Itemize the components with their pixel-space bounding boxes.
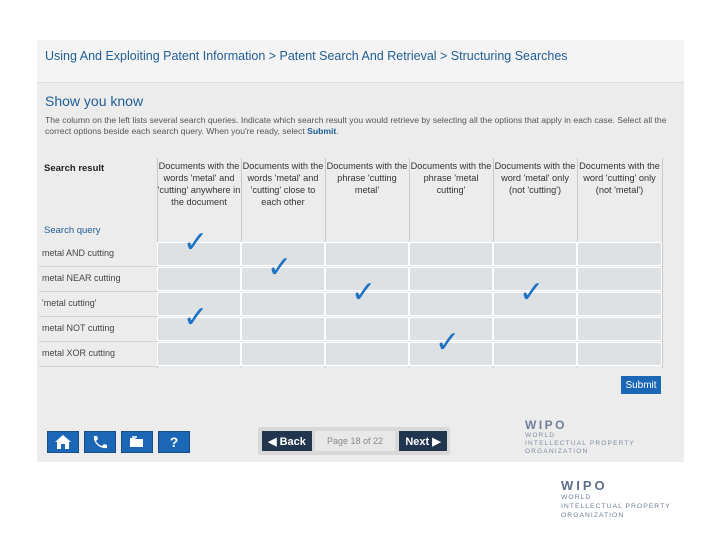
answer-cell[interactable] [325, 242, 409, 266]
pager [258, 427, 450, 455]
instructions-end: . [336, 126, 339, 136]
answer-cell[interactable] [325, 267, 409, 291]
wipo-footer-line1: WORLD [561, 494, 592, 501]
next-label: Next [405, 435, 430, 448]
column-header-1: Documents with the words 'metal' and 'cutting' anywhere in the document [157, 161, 241, 207]
wipo-logo-mark: WIPO [525, 418, 567, 432]
query-row-divider [39, 316, 157, 317]
answer-cell[interactable] [157, 242, 241, 266]
wipo-logo-line1: WORLD [525, 432, 556, 439]
answer-cell[interactable] [409, 317, 493, 341]
answer-cell[interactable] [241, 267, 325, 291]
answer-cell[interactable] [241, 342, 325, 366]
answer-cell[interactable] [157, 342, 241, 366]
answer-cell[interactable] [493, 267, 577, 291]
column-header-5: Documents with the word 'metal' only (not 'cutting') [494, 161, 576, 195]
answer-cell[interactable] [493, 242, 577, 266]
answer-cell[interactable] [493, 342, 577, 366]
phone-icon [91, 434, 109, 450]
search-result-label: Search result [44, 163, 105, 174]
page-indicator: Page 18 of 22 [315, 431, 395, 451]
breadcrumb-text: Using And Exploiting Patent Information > Patent Search And Retrieval > Structuring Searches [45, 49, 568, 63]
answer-cell[interactable] [493, 292, 577, 316]
answer-cell[interactable] [325, 342, 409, 366]
grid-column-divider [662, 158, 663, 368]
wipo-logo-line2: INTELLECTUAL PROPERTY [525, 440, 636, 447]
answer-cell[interactable] [577, 317, 662, 341]
folder-icon [128, 434, 146, 450]
instructions [45, 115, 675, 137]
resources-button[interactable] [121, 431, 153, 453]
wipo-footer-line2: INTELLECTUAL PROPERTY [561, 503, 671, 510]
answer-cell[interactable] [409, 342, 493, 366]
checkmark-icon: ✓ [519, 276, 545, 309]
answer-cell[interactable] [577, 292, 662, 316]
column-header-3: Documents with the phrase 'cutting metal' [326, 161, 408, 195]
query-row-divider [39, 366, 157, 367]
answer-cell[interactable] [577, 342, 662, 366]
query-label: metal NOT cutting [42, 323, 115, 333]
column-header-2: Documents with the words 'metal' and 'cutting' close to each other [242, 161, 324, 207]
checkmark-icon: ✓ [435, 326, 461, 359]
column-header-4: Documents with the phrase 'metal cutting' [410, 161, 492, 195]
instructions-text: The column on the left lists several search queries. Indicate which search result you would retrieve by selecting all the options that apply in each case. Select all the correct options beside each search query. When you're ready, select [45, 115, 667, 136]
query-row-divider [39, 291, 157, 292]
query-row-divider [39, 266, 157, 267]
wipo-footer-mark: WIPO [561, 478, 608, 493]
instructions-submit-word: Submit [307, 126, 337, 136]
wipo-logo [525, 418, 635, 456]
answer-cell[interactable] [325, 292, 409, 316]
page-title: Show you know [45, 93, 144, 109]
answer-cell[interactable] [241, 292, 325, 316]
checkmark-icon: ✓ [183, 301, 209, 334]
checkmark-icon: ✓ [351, 276, 377, 309]
wipo-footer-logo [561, 478, 671, 520]
answer-cell[interactable] [577, 267, 662, 291]
answer-cell[interactable] [325, 317, 409, 341]
home-button[interactable] [47, 431, 79, 453]
help-button[interactable] [158, 431, 190, 453]
home-icon [54, 434, 72, 450]
breadcrumb [37, 40, 684, 83]
answer-cell[interactable] [157, 267, 241, 291]
submit-button[interactable]: Submit [621, 376, 661, 394]
answer-cell[interactable] [577, 242, 662, 266]
query-label: metal XOR cutting [42, 348, 116, 358]
checkmark-icon: ✓ [183, 226, 209, 259]
answer-cell[interactable] [409, 267, 493, 291]
answer-cell[interactable] [493, 317, 577, 341]
query-row-divider [39, 341, 157, 342]
course-frame [37, 40, 684, 462]
search-query-label: Search query [44, 225, 101, 236]
wipo-logo-line3: ORGANIZATION [525, 448, 589, 455]
help-icon: ? [169, 434, 179, 450]
next-button[interactable]: Next ▶ [399, 431, 447, 451]
back-label: Back [279, 435, 306, 448]
back-button[interactable]: ◀ Back [262, 431, 312, 451]
answer-cell[interactable] [241, 317, 325, 341]
wipo-footer-line3: ORGANIZATION [561, 512, 625, 519]
answer-cell[interactable] [241, 242, 325, 266]
query-label: metal NEAR cutting [42, 273, 121, 283]
column-header-6: Documents with the word 'cutting' only (not 'metal') [579, 161, 660, 195]
contact-button[interactable] [84, 431, 116, 453]
answer-cell[interactable] [409, 292, 493, 316]
answer-cell[interactable] [157, 292, 241, 316]
checkmark-icon: ✓ [267, 251, 293, 284]
answer-cell[interactable] [409, 242, 493, 266]
query-label: 'metal cutting' [42, 298, 97, 308]
answer-cell[interactable] [157, 317, 241, 341]
query-label: metal AND cutting [42, 248, 115, 258]
